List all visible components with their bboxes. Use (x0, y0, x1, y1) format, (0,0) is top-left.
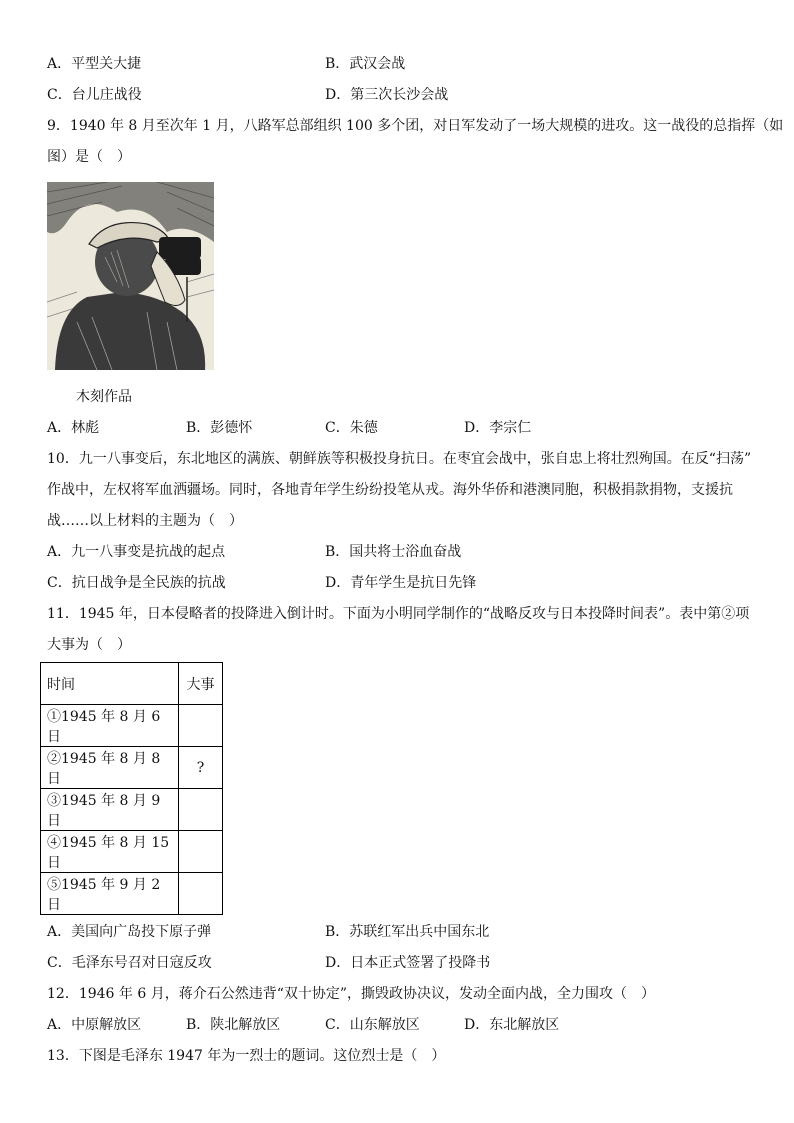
q12-option-b: B．陕北解放区 (186, 1017, 281, 1033)
table-cell-event (179, 831, 223, 873)
table-cell-time: ①1945 年 8 月 6 日 (41, 705, 179, 747)
q10-option-b: B．国共将士浴血奋战 (325, 544, 462, 560)
q11-option-d: D．日本正式签署了投降书 (325, 955, 491, 971)
q13-stem-line1: 13．下图是毛泽东 1947 年为一烈士的题词。这位烈士是（ ） (47, 1048, 446, 1064)
q9-option-a: A．林彪 (47, 420, 100, 436)
q11-option-b: B．苏联红军出兵中国东北 (325, 924, 490, 940)
table-cell-event: ? (179, 747, 223, 789)
q11-option-a: A．美国向广岛投下原子弹 (47, 924, 212, 940)
table-row (41, 789, 223, 831)
table-cell-time: ③1945 年 8 月 9 日 (41, 789, 179, 831)
q10-option-d: D．青年学生是抗日先锋 (325, 575, 477, 591)
q9-stem-line2: 图）是（ ） (47, 149, 131, 165)
q8-option-c: C．台儿庄战役 (47, 87, 142, 103)
q10-stem-line1: 10．九一八事变后，东北地区的满族、朝鲜族等积极投身抗日。在枣宜会战中，张自忠上将壮烈殉国。在反“扫荡” (47, 451, 752, 467)
table-cell-event (179, 789, 223, 831)
q8-option-d: D．第三次长沙会战 (325, 87, 449, 103)
q12-option-c: C．山东解放区 (325, 1017, 420, 1033)
q10-option-a: A．九一八事变是抗战的起点 (47, 544, 226, 560)
woodcut-image (47, 182, 214, 370)
q10-option-c: C．抗日战争是全民族的抗战 (47, 575, 226, 591)
table-row (41, 705, 223, 747)
table-header-time: 时间 (41, 663, 179, 705)
q9-option-c: C．朱德 (325, 420, 378, 436)
table-row (41, 873, 223, 915)
table-header-event: 大事 (179, 663, 223, 705)
q11-stem-line2: 大事为（ ） (47, 637, 131, 653)
q9-option-d: D．李宗仁 (464, 420, 532, 436)
q9-stem-line1: 9．1940 年 8 月至次年 1 月，八路军总部组织 100 多个团，对日军发动了一场大规模的进攻。这一战役的总指挥（如 (47, 118, 784, 134)
table-header-row (41, 663, 223, 705)
table-row (41, 831, 223, 873)
table-cell-event (179, 873, 223, 915)
table-cell-event (179, 705, 223, 747)
q12-option-a: A．中原解放区 (47, 1017, 142, 1033)
q10-stem-line3: 战……以上材料的主题为（ ） (47, 513, 243, 529)
table-row (41, 747, 223, 789)
table-cell-time: ②1945 年 8 月 8 日 (41, 747, 179, 789)
table-cell-time: ④1945 年 8 月 15 日 (41, 831, 179, 873)
q12-stem-line1: 12．1946 年 6 月，蒋介石公然违背“双十协定”，撕毁政协决议，发动全面内战，全力围攻（ ） (47, 986, 656, 1002)
table-cell-time: ⑤1945 年 9 月 2 日 (41, 873, 179, 915)
q12-option-d: D．东北解放区 (464, 1017, 560, 1033)
timeline-table (40, 662, 223, 915)
q10-stem-line2: 作战中，左权将军血洒疆场。同时，各地青年学生纷纷投笔从戎。海外华侨和港澳同胞，积极捐款捐物，支援抗 (47, 482, 733, 498)
q8-option-a: A．平型关大捷 (47, 56, 142, 72)
q11-stem-line1: 11．1945 年，日本侵略者的投降进入倒计时。下面为小明同学制作的“战略反攻与日本投降时间表”。表中第②项 (47, 606, 750, 622)
q9-option-b: B．彭德怀 (186, 420, 253, 436)
q8-option-b: B．武汉会战 (325, 56, 406, 72)
woodcut-caption: 木刻作品 (76, 389, 132, 405)
q11-option-c: C．毛泽东号召对日寇反攻 (47, 955, 212, 971)
